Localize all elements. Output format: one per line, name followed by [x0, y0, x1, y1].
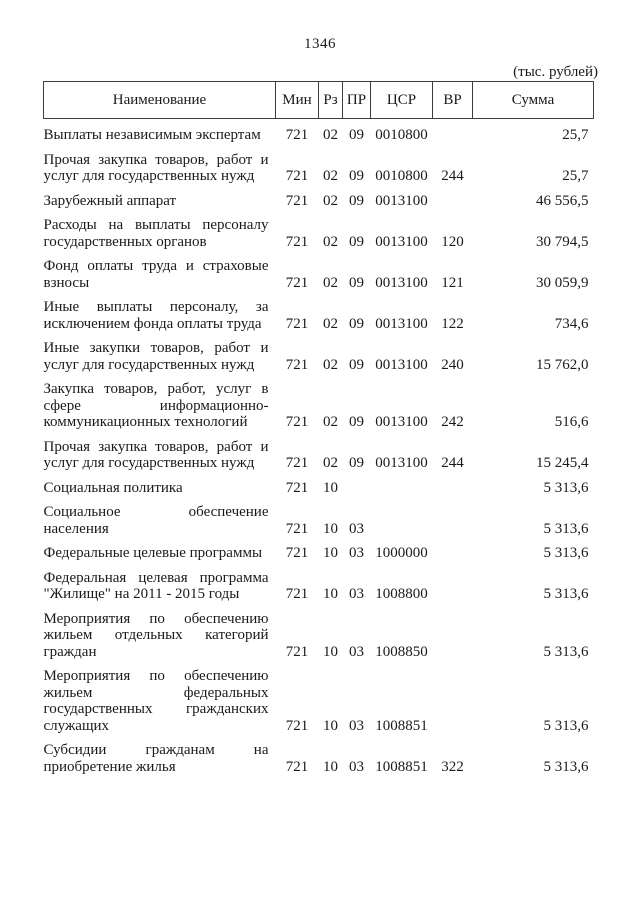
- table-row: [44, 144, 594, 185]
- cell-pr: 09: [349, 274, 364, 291]
- cell-name: Социальное обеспечение населения: [43, 504, 269, 537]
- table-row: [44, 209, 594, 250]
- cell-min: 721: [285, 274, 309, 291]
- cell-min: 721: [285, 758, 309, 775]
- cell-min: 721: [285, 520, 309, 537]
- table-header-row: [44, 82, 594, 119]
- cell-rz: 02: [323, 192, 338, 209]
- cell-rz: 02: [323, 414, 338, 430]
- cell-name: Иные закупки товаров, работ и услуг для государственных нужд: [43, 340, 269, 373]
- cell-rz: 10: [323, 758, 338, 775]
- cell-csr: 1000000: [375, 545, 428, 561]
- cell-vr: [433, 119, 473, 144]
- cell-pr: 09: [349, 356, 364, 373]
- cell-csr: 0013100: [375, 274, 428, 291]
- table-body: [44, 119, 594, 776]
- column-header-rz: Рз: [319, 82, 343, 119]
- cell-vr: 242: [441, 414, 464, 430]
- cell-vr: 244: [441, 168, 464, 184]
- cell-min: 721: [285, 315, 309, 332]
- cell-rz: 10: [323, 586, 338, 602]
- cell-pr: 03: [349, 520, 364, 537]
- cell-rz: 02: [323, 127, 338, 143]
- cell-csr: 1008851: [375, 758, 428, 775]
- cell-vr: [433, 185, 473, 210]
- units-note: (тыс. рублей): [513, 64, 598, 80]
- table-row: [44, 734, 594, 775]
- table-row: [44, 472, 594, 497]
- cell-name: Прочая закупка товаров, работ и услуг для государственных нужд: [43, 151, 269, 184]
- cell-csr: 0010800: [375, 127, 428, 143]
- cell-vr: [433, 562, 473, 603]
- cell-name: Прочая закупка товаров, работ и услуг для государственных нужд: [43, 438, 269, 471]
- table-row: [44, 660, 594, 734]
- cell-vr: 244: [441, 455, 464, 471]
- cell-min: 721: [285, 356, 309, 373]
- table-row: [44, 373, 594, 431]
- cell-sum: 5 313,6: [543, 586, 589, 602]
- cell-vr: [433, 496, 473, 537]
- cell-pr: 03: [349, 545, 364, 561]
- cell-min: 721: [285, 192, 309, 209]
- cell-vr: [433, 537, 473, 562]
- cell-sum: 15 762,0: [536, 356, 589, 373]
- cell-sum: 25,7: [562, 168, 589, 184]
- cell-csr: [371, 496, 433, 537]
- cell-pr: 09: [349, 233, 364, 250]
- cell-pr: 09: [349, 315, 364, 332]
- table-row: [44, 185, 594, 210]
- table-row: [44, 431, 594, 472]
- cell-vr: 120: [441, 233, 464, 250]
- cell-sum: 5 313,6: [543, 758, 589, 775]
- cell-sum: 5 313,6: [543, 643, 589, 660]
- cell-rz: 02: [323, 168, 338, 184]
- cell-sum: 5 313,6: [543, 545, 589, 561]
- cell-rz: 10: [323, 520, 338, 537]
- cell-min: 721: [285, 414, 309, 430]
- page-number: 1346: [304, 36, 336, 52]
- cell-min: 721: [285, 455, 309, 471]
- column-header-min: Мин: [276, 82, 319, 119]
- cell-min: 721: [285, 127, 309, 143]
- table-row: [44, 291, 594, 332]
- cell-rz: 02: [323, 315, 338, 332]
- cell-csr: 1008851: [375, 717, 428, 734]
- cell-name: Субсидии гражданам на приобретение жилья: [43, 742, 269, 775]
- cell-pr: 09: [349, 168, 364, 184]
- column-header-name: Наименование: [44, 82, 276, 119]
- cell-min: 721: [285, 479, 309, 496]
- cell-sum: 25,7: [562, 127, 589, 143]
- cell-csr: 0013100: [375, 192, 428, 209]
- cell-min: 721: [285, 717, 309, 734]
- cell-rz: 10: [323, 717, 338, 734]
- cell-csr: 0013100: [375, 414, 428, 430]
- cell-pr: 03: [349, 717, 364, 734]
- cell-vr: 121: [441, 274, 464, 291]
- cell-csr: 0013100: [375, 233, 428, 250]
- cell-vr: [433, 472, 473, 497]
- column-header-csr: ЦСР: [371, 82, 433, 119]
- table-row: [44, 603, 594, 661]
- column-header-vr: ВР: [433, 82, 473, 119]
- cell-rz: 02: [323, 455, 338, 471]
- cell-name: Выплаты независимым экспертам: [43, 127, 261, 143]
- cell-csr: 0010800: [375, 168, 428, 184]
- cell-pr: 09: [349, 127, 364, 143]
- cell-pr: [343, 472, 371, 497]
- cell-name: Социальная политика: [43, 479, 183, 496]
- table-row: [44, 562, 594, 603]
- cell-rz: 10: [323, 545, 338, 561]
- cell-sum: 30 059,9: [536, 274, 589, 291]
- cell-csr: [371, 472, 433, 497]
- cell-sum: 5 313,6: [543, 520, 589, 537]
- cell-name: Фонд оплаты труда и страховые взносы: [43, 258, 269, 291]
- cell-name: Закупка товаров, работ, услуг в сфере информационно-коммуникационных технологий: [43, 381, 269, 430]
- cell-csr: 0013100: [375, 315, 428, 332]
- cell-min: 721: [285, 545, 309, 561]
- cell-vr: [433, 660, 473, 734]
- cell-vr: 122: [441, 315, 464, 332]
- cell-name: Федеральная целевая программа "Жилище" на 2011 - 2015 годы: [43, 569, 269, 602]
- cell-name: Иные выплаты персоналу, за исключением фонда оплаты труда: [43, 299, 269, 332]
- cell-pr: 03: [349, 758, 364, 775]
- cell-csr: 1008800: [375, 586, 428, 602]
- cell-sum: 734,6: [554, 315, 589, 332]
- cell-sum: 15 245,4: [536, 455, 589, 471]
- cell-name: Мероприятия по обеспечению жильем федеральных государственных гражданских служащих: [43, 668, 269, 734]
- cell-pr: 03: [349, 643, 364, 660]
- cell-sum: 30 794,5: [536, 233, 589, 250]
- cell-pr: 09: [349, 414, 364, 430]
- cell-min: 721: [285, 643, 309, 660]
- cell-min: 721: [285, 233, 309, 250]
- cell-csr: 1008850: [375, 643, 428, 660]
- table-row: [44, 496, 594, 537]
- column-header-sum: Сумма: [473, 82, 594, 119]
- cell-rz: 10: [323, 643, 338, 660]
- cell-sum: 5 313,6: [543, 479, 589, 496]
- budget-table: [43, 81, 594, 775]
- cell-name: Зарубежный аппарат: [43, 192, 177, 209]
- table-row: [44, 332, 594, 373]
- cell-pr: 09: [349, 192, 364, 209]
- cell-name: Федеральные целевые программы: [43, 545, 263, 561]
- table-row: [44, 119, 594, 144]
- cell-vr: 240: [441, 356, 464, 373]
- cell-sum: 516,6: [554, 414, 589, 430]
- cell-sum: 5 313,6: [543, 717, 589, 734]
- cell-vr: [433, 603, 473, 661]
- cell-vr: 322: [441, 758, 464, 775]
- cell-pr: 03: [349, 586, 364, 602]
- cell-sum: 46 556,5: [536, 192, 589, 209]
- cell-name: Расходы на выплаты персоналу государственных органов: [43, 217, 269, 250]
- table-row: [44, 537, 594, 562]
- column-header-pr: ПР: [343, 82, 371, 119]
- cell-rz: 10: [323, 479, 338, 496]
- cell-rz: 02: [323, 274, 338, 291]
- cell-min: 721: [285, 586, 309, 602]
- cell-csr: 0013100: [375, 356, 428, 373]
- cell-name: Мероприятия по обеспечению жильем отдельных категорий граждан: [43, 610, 269, 660]
- cell-csr: 0013100: [375, 455, 428, 471]
- cell-pr: 09: [349, 455, 364, 471]
- cell-rz: 02: [323, 356, 338, 373]
- cell-rz: 02: [323, 233, 338, 250]
- cell-min: 721: [285, 168, 309, 184]
- table-row: [44, 250, 594, 291]
